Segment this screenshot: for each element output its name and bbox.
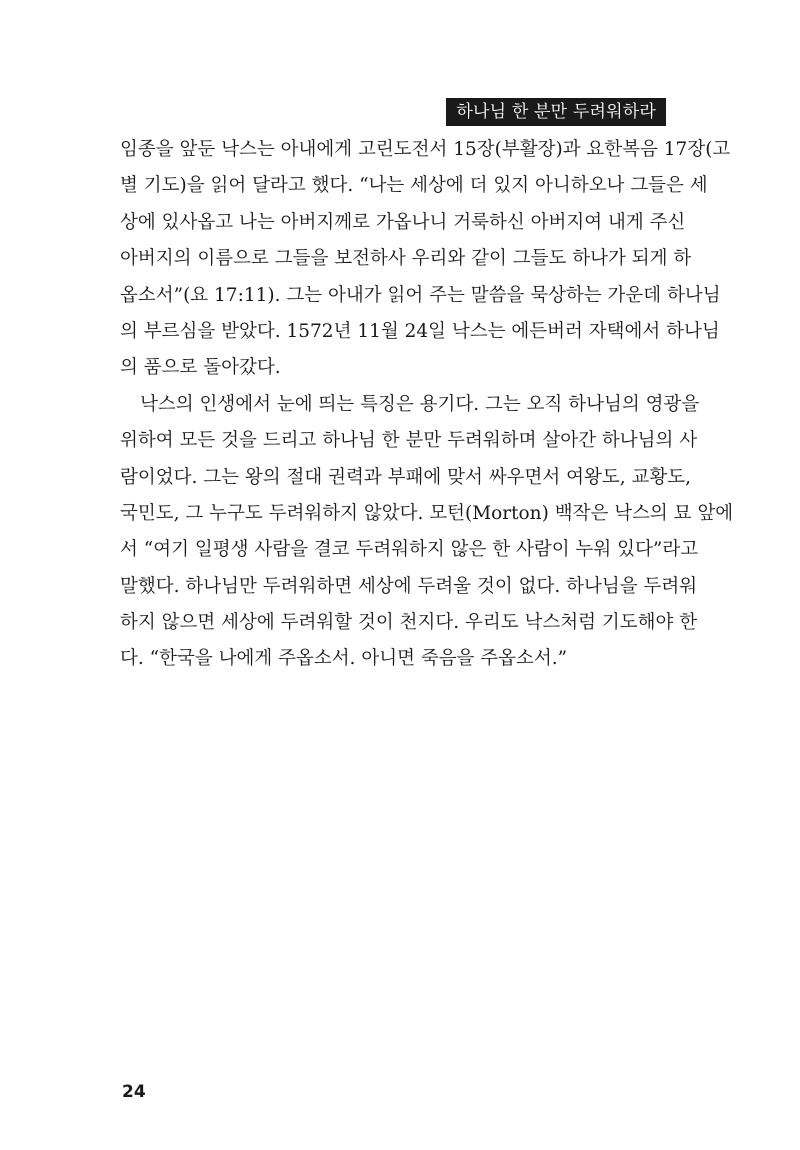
text-line: 서 “여기 일평생 사람을 결코 두려워하지 않은 한 사람이 누워 있다”라고 [120, 539, 699, 561]
text-line: 낙스의 인생에서 눈에 띄는 특징은 용기다. 그는 오직 하나님의 영광을 [140, 393, 700, 415]
text-line: 아버지의 이름으로 그들을 보전하사 우리와 같이 그들도 하나가 되게 하 [120, 248, 692, 270]
text-line: 옵소서”(요 17:11). 그는 아내가 읽어 주는 말씀을 묵상하는 가운데 하나님 [120, 284, 721, 306]
text-line: 의 품으로 돌아갔다. [120, 357, 281, 379]
text-line: 국민도, 그 누구도 두려워하지 않았다. 모턴(Morton) 백작은 낙스의 묘 앞에 [120, 502, 734, 524]
running-header-title: 하나님 한 분만 두려워하라 [446, 98, 666, 126]
text-line: 람이었다. 그는 왕의 절대 권력과 부패에 맞서 싸우면서 여왕도, 교황도, [120, 466, 691, 488]
text-line: 말했다. 하나님만 두려워하면 세상에 두려울 것이 없다. 하나님을 두려워 [120, 575, 698, 597]
page-number: 24 [122, 1082, 146, 1102]
text-line: 위하여 모든 것을 드리고 하나님 한 분만 두려워하며 살아간 하나님의 사 [120, 430, 698, 452]
paragraph-1 [120, 132, 731, 387]
text-line: 별 기도)을 읽어 달라고 했다. “나는 세상에 더 있지 아니하오나 그들은 세 [120, 175, 708, 197]
text-line: 하지 않으면 세상에 두려워할 것이 천지다. 우리도 낙스처럼 기도해야 한 [120, 612, 698, 634]
text-line: 다. “한국을 나에게 주옵소서. 아니면 죽음을 주옵소서.” [120, 648, 568, 670]
paragraph-2 [120, 387, 734, 678]
text-line: 의 부르심을 받았다. 1572년 11월 24일 낙스는 에든버러 자택에서 하나님 [120, 320, 720, 342]
body-text [120, 132, 734, 678]
text-line: 임종을 앞둔 낙스는 아내에게 고린도전서 15장(부활장)과 요한복음 17장(고 [120, 139, 731, 160]
text-line: 상에 있사옵고 나는 아버지께로 가옵나니 거룩하신 아버지여 내게 주신 [120, 211, 686, 233]
